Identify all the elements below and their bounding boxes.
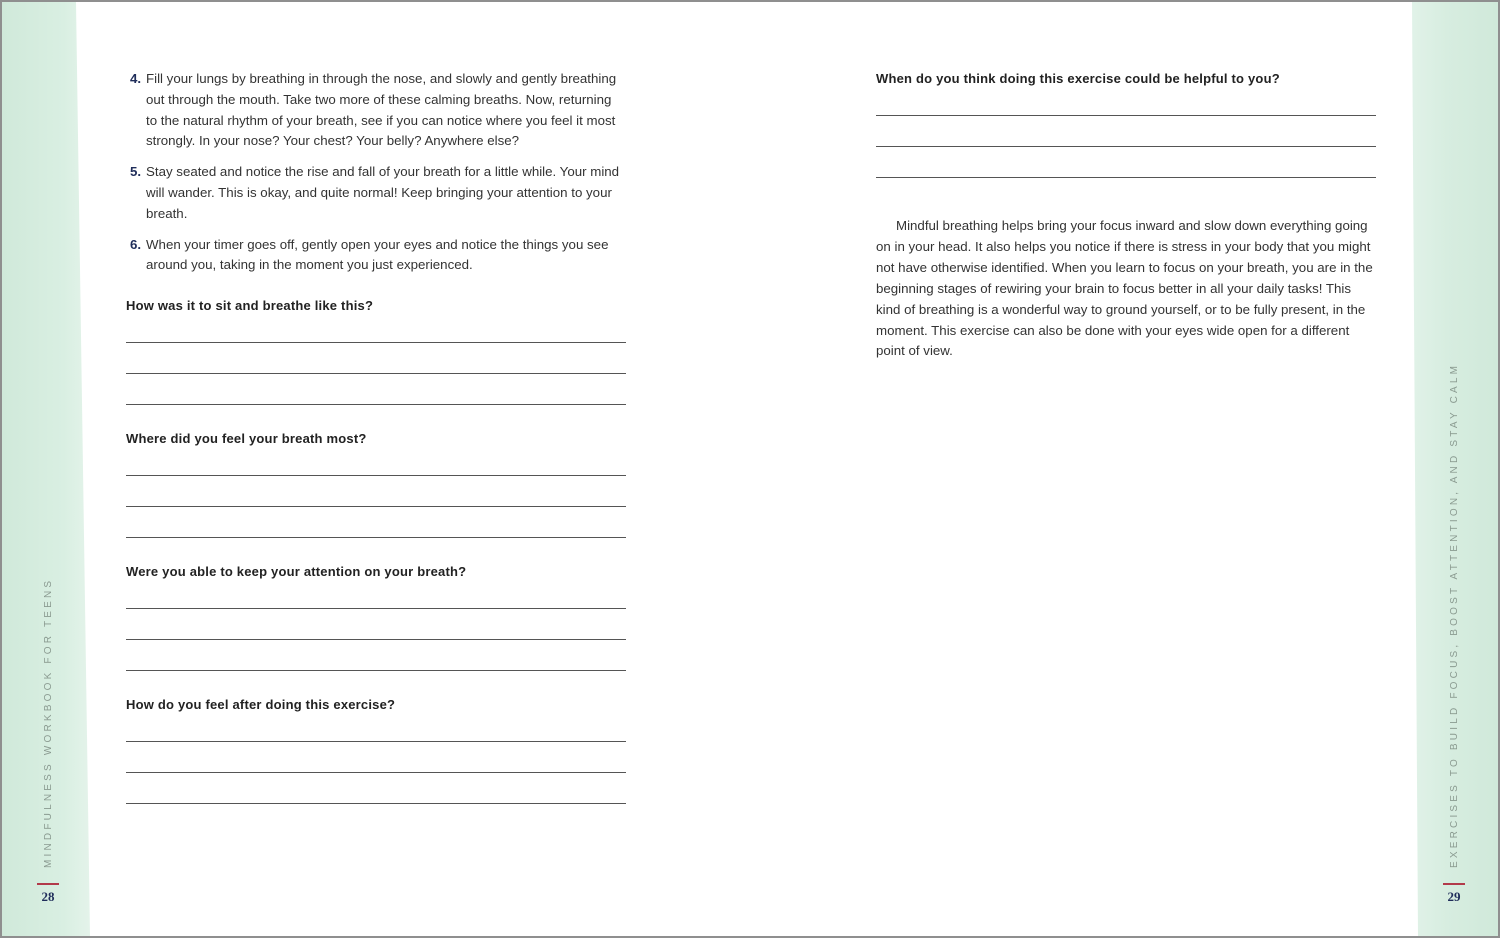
answer-line[interactable] [126,404,626,405]
answer-line[interactable] [126,537,626,538]
body-paragraph: Mindful breathing helps bring your focus inward and slow down everything going on in your head. It also helps you notice if there is stress in your body that you might not have otherwise identified. When you learn to focus on your breath, you are in the beginning stages of rewiring your brain to focus better in all your daily tasks! This kind of breathing is a wonderful way to ground yourself, or to be fully present, in the moment. This exercise can also be done with your eyes wide open for a different point of view. [876,218,1373,359]
right-running-head: EXERCISES TO BUILD FOCUS, BOOST ATTENTION, AND STAY CALM [1449,362,1460,868]
answer-line[interactable] [126,475,626,476]
answer-line[interactable] [876,146,1376,147]
answer-line[interactable] [126,373,626,374]
answer-line[interactable] [126,670,626,671]
answer-line[interactable] [126,608,626,609]
answer-line[interactable] [876,177,1376,178]
question-attention: Were you able to keep your attention on your breath? [126,564,467,579]
answer-line[interactable] [876,115,1376,116]
step-text: Fill your lungs by breathing in through the nose, and slowly and gently breathing out through the mouth. Take two more of these calming breaths. Now, returning to the natural rhythm of your breath, see if you can notice where you feel it most strongly. In your nose? Your chest? Your belly? Anywhere else? [146,71,617,149]
step-text: When your timer goes off, gently open your eyes and notice the things you see around you, taking in the moment you just experienced. [146,236,609,273]
question-feel-after: How do you feel after doing this exercise? [126,697,396,712]
answer-line[interactable] [126,741,626,742]
answer-line[interactable] [126,772,626,773]
step-item [126,235,626,277]
step-item [126,162,626,224]
question-helpful: When do you think doing this exercise could be helpful to you? [876,71,1280,86]
step-text: Stay seated and notice the rise and fall of your breath for a little while. Your mind will wander. This is okay, and quite normal! Keep bringing your attention to your breath. [146,164,620,221]
steps-list [126,69,626,286]
question-feel-breath: Where did you feel your breath most? [126,431,367,446]
answer-line[interactable] [126,342,626,343]
answer-line[interactable] [126,803,626,804]
right-page-number-rule [1443,883,1465,885]
step-number: 6. [130,236,142,252]
left-running-head: MINDFULNESS WORKBOOK FOR TEENS [43,577,54,868]
answer-line[interactable] [126,639,626,640]
question-sit-breathe: How was it to sit and breathe like this? [126,298,374,313]
step-number: 5. [130,164,142,180]
step-number: 4. [130,71,142,86]
right-page-number: 29 [1447,889,1461,904]
left-page-number: 28 [41,889,55,904]
answer-line[interactable] [126,506,626,507]
step-item [126,69,626,152]
left-page-number-rule [37,883,59,885]
